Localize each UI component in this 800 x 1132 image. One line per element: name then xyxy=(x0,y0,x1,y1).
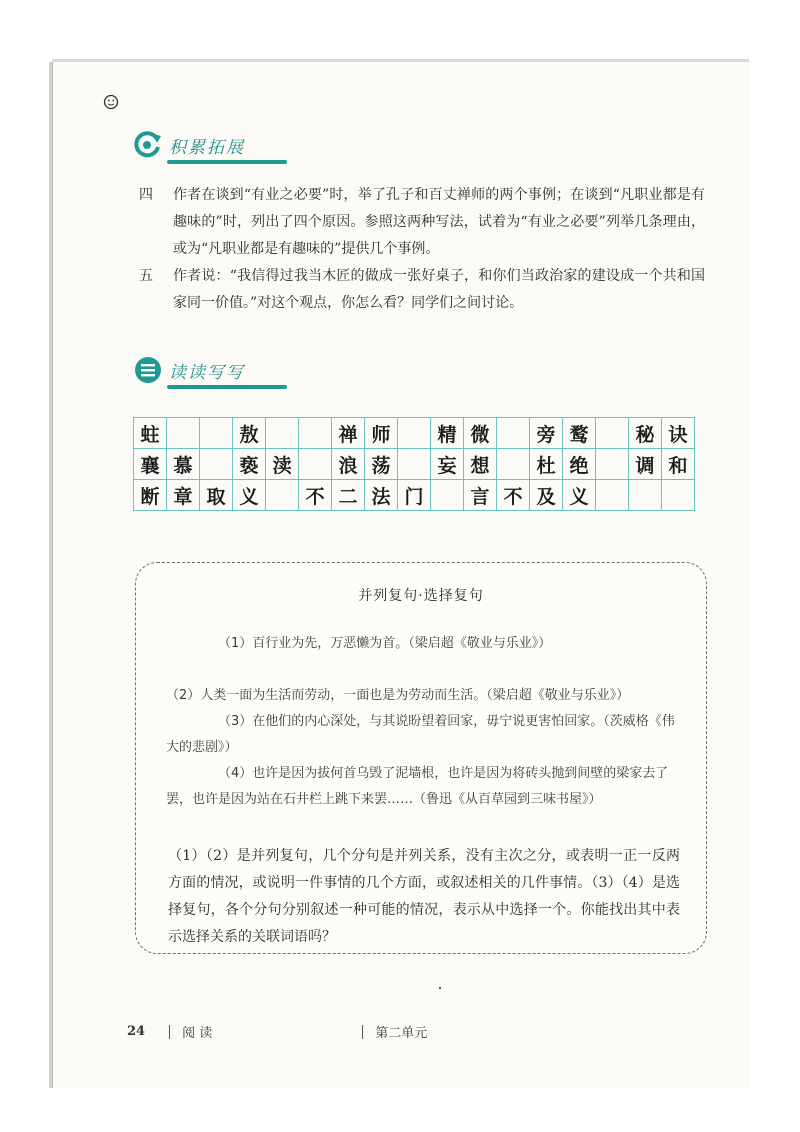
grid-cell xyxy=(497,449,530,480)
example-sentence-text: （2）人类一面为生活而劳动，一面也是为劳动而生活。（梁启超《敬业与乐业》） xyxy=(166,688,630,703)
footer-divider xyxy=(169,1025,170,1039)
example-sentence xyxy=(166,709,678,761)
example-sentence xyxy=(166,761,678,813)
grid-cell: 法 xyxy=(365,480,398,511)
grid-row xyxy=(134,449,695,480)
grid-cell: 襄 xyxy=(134,449,167,480)
grid-cell: 秘 xyxy=(629,418,662,449)
grid-cell: 及 xyxy=(530,480,563,511)
grammar-explanation: （1）（2）是并列复句，几个分句是并列关系，没有主次之分，或表明一正一反两方面的情况，或说明一件事情的几个方面，或叙述相关的几件事情。（3）（4）是选择复句，各个分句分别叙述一种可能的情况，表示从中选择一个。你能找出其中表示选择关系的关联词语吗？ xyxy=(168,848,680,945)
grid-cell: 章 xyxy=(167,480,200,511)
grid-cell xyxy=(596,480,629,511)
unit-label: 第二单元 xyxy=(375,1026,428,1041)
grid-cell: 微 xyxy=(464,418,497,449)
grid-cell xyxy=(398,449,431,480)
section-underline xyxy=(167,160,287,164)
grid-cell: 不 xyxy=(299,480,332,511)
grid-cell xyxy=(497,418,530,449)
grammar-note-box xyxy=(135,562,707,954)
grid-cell: 二 xyxy=(332,480,365,511)
list-circle-icon xyxy=(133,355,163,385)
grid-cell xyxy=(662,480,695,511)
grid-cell: 调 xyxy=(629,449,662,480)
grid-cell: 渎 xyxy=(266,449,299,480)
grid-cell xyxy=(299,449,332,480)
grid-cell xyxy=(398,418,431,449)
example-sentence xyxy=(166,631,678,657)
grid-cell: 绝 xyxy=(563,449,596,480)
exercise-number: 五 xyxy=(139,268,153,284)
grid-cell xyxy=(299,418,332,449)
grid-cell: 浪 xyxy=(332,449,365,480)
page-footer xyxy=(127,1022,427,1041)
grid-cell xyxy=(167,418,200,449)
grid-cell: 亵 xyxy=(233,449,266,480)
exercise-item xyxy=(139,182,705,263)
footer-divider xyxy=(362,1025,363,1039)
grid-row xyxy=(134,418,695,449)
grid-cell: 义 xyxy=(563,480,596,511)
page-number: 24 xyxy=(127,1024,146,1039)
example-sentence xyxy=(166,657,678,709)
grid-cell: 和 xyxy=(662,449,695,480)
grid-cell: 门 xyxy=(398,480,431,511)
grid-cell xyxy=(596,449,629,480)
grid-cell: 旁 xyxy=(530,418,563,449)
section-underline xyxy=(167,385,287,389)
example-sentence-text: （4）也许是因为拔何首乌毁了泥墙根，也许是因为将砖头抛到间壁的梁家去了罢，也许是因为站在石井栏上跳下来罢……（鲁迅《从百草园到三味书屋》） xyxy=(166,766,669,807)
section-header-accumulate xyxy=(133,130,245,160)
grid-cell: 妄 xyxy=(431,449,464,480)
section-header-readwrite xyxy=(133,355,245,385)
grid-cell: 荡 xyxy=(365,449,398,480)
grid-cell: 鹜 xyxy=(563,418,596,449)
book-part: 阅 读 xyxy=(182,1026,213,1041)
grid-cell xyxy=(596,418,629,449)
grid-cell xyxy=(431,480,464,511)
grid-cell xyxy=(266,480,299,511)
section-title: 读读写写 xyxy=(169,362,245,383)
grid-cell: 取 xyxy=(200,480,233,511)
exercise-item xyxy=(139,263,705,317)
grid-cell: 义 xyxy=(233,480,266,511)
grid-cell xyxy=(266,418,299,449)
grid-cell xyxy=(629,480,662,511)
refresh-circle-icon xyxy=(133,130,163,160)
exercise-text: 作者在谈到“有业之必要”时，举了孔子和百丈禅师的两个事例；在谈到“凡职业都是有趣味的”时，列出了四个原因。参照这两种写法，试着为“有业之必要”列举几条理由，或为“凡职业都是有趣味的”提供几个事例。 xyxy=(173,187,705,257)
grid-cell: 杜 xyxy=(530,449,563,480)
grid-cell: 禅 xyxy=(332,418,365,449)
grid-cell: 不 xyxy=(497,480,530,511)
grid-cell: 师 xyxy=(365,418,398,449)
exercise-text: 作者说：“我信得过我当木匠的做成一张好桌子，和你们当政治家的建设成一个共和国家同一价值。”对这个观点，你怎么看？同学们之间讨论。 xyxy=(173,268,705,311)
character-grid xyxy=(133,417,695,511)
grid-row xyxy=(134,480,695,511)
grid-cell: 蛀 xyxy=(134,418,167,449)
example-sentence-text: （3）在他们的内心深处，与其说盼望着回家，毋宁说更害怕回家。（茨威格《伟大的悲剧》） xyxy=(166,714,675,755)
exercise-number: 四 xyxy=(139,187,153,203)
example-sentence-text: （1）百行业为先，万恶懒为首。（梁启超《敬业与乐业》） xyxy=(218,636,552,651)
grid-cell: 想 xyxy=(464,449,497,480)
grid-cell xyxy=(200,449,233,480)
grid-cell: 精 xyxy=(431,418,464,449)
textbook-page xyxy=(52,62,749,1088)
grid-cell: 诀 xyxy=(662,418,695,449)
grid-cell: 断 xyxy=(134,480,167,511)
section-title: 积累拓展 xyxy=(169,137,245,158)
grid-cell: 言 xyxy=(464,480,497,511)
print-speck xyxy=(439,987,441,989)
grammar-title: 并列复句·选择复句 xyxy=(358,588,484,604)
grid-cell: 敖 xyxy=(233,418,266,449)
smiley-icon xyxy=(103,94,119,110)
grid-cell xyxy=(200,418,233,449)
grid-cell: 慕 xyxy=(167,449,200,480)
